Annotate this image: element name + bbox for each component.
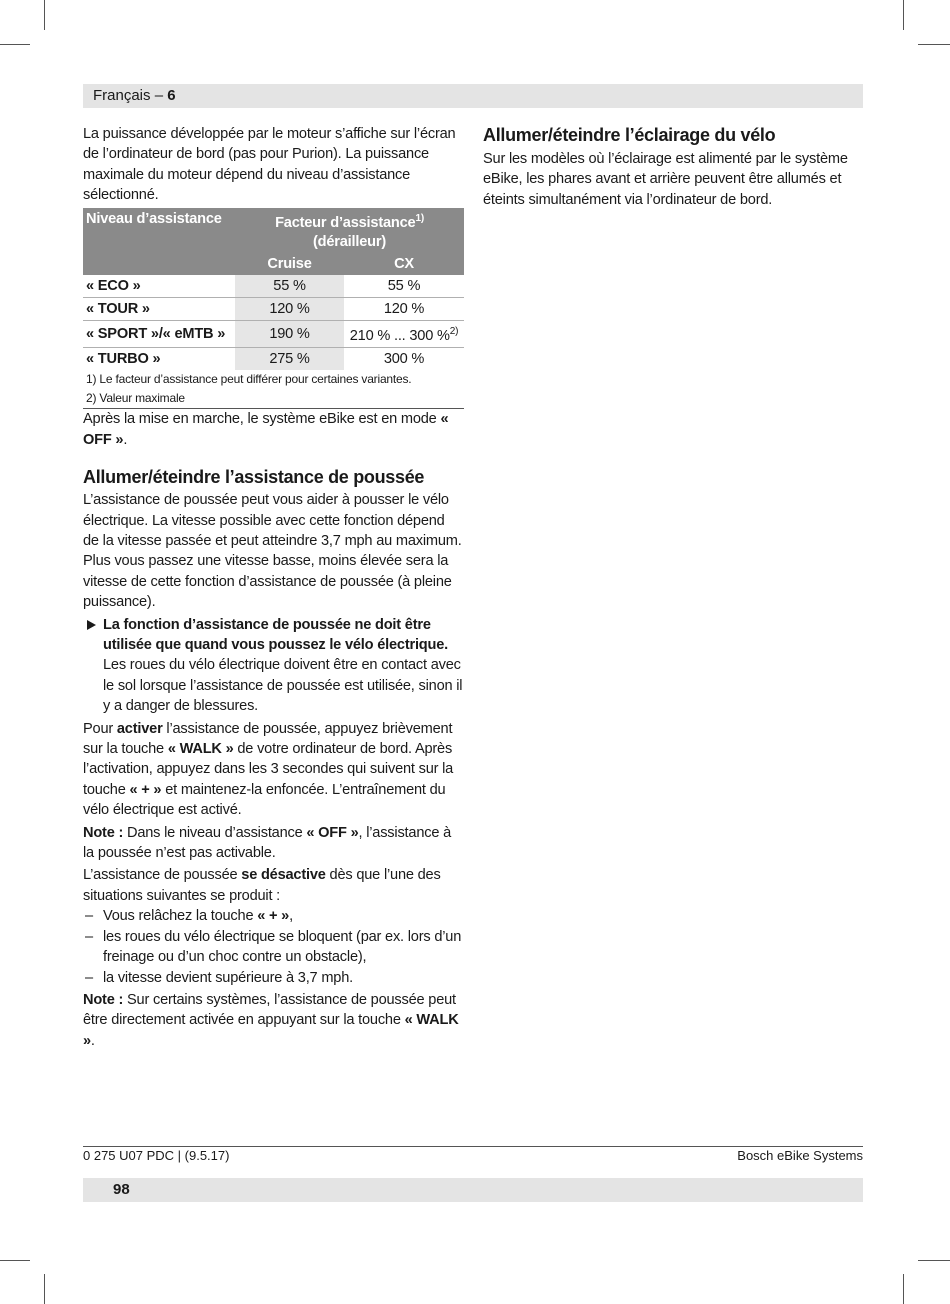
cell-cruise: 55 % — [235, 275, 344, 298]
dash-bullet: – — [85, 969, 93, 986]
note-1-bold: « OFF » — [306, 824, 359, 841]
note-1-label: Note : — [83, 824, 124, 841]
after-on-end: . — [123, 431, 128, 448]
dash-bullet: – — [85, 908, 93, 925]
act-pre: Pour — [83, 720, 117, 737]
cell-cx — [344, 348, 464, 371]
warning-bold: La fonction d’assistance de poussée ne doit être utilisée que quand vous poussez le vélo électrique. — [103, 616, 449, 653]
th-factor-sup: 1) — [415, 212, 424, 224]
table-footnotes — [83, 370, 464, 409]
th-cx: CX — [344, 253, 464, 275]
cell-cx-value: 120 % — [383, 301, 425, 318]
note-2-text: Sur certains systèmes, l’assistance de poussée peut être directement activée en appuyant sur la touche — [83, 991, 456, 1029]
deact-bold: se désactive — [241, 867, 326, 884]
note-2-end: . — [90, 1032, 95, 1049]
act-mid-1: l’assistance de poussée, appuyez brièvement sur la touche — [83, 720, 453, 758]
footer-page-bar — [83, 1178, 863, 1202]
crop-mark — [44, 1274, 45, 1304]
cell-level: « TOUR » — [83, 298, 235, 321]
cell-cx-value: 300 % — [383, 351, 425, 368]
activate-paragraph — [83, 719, 463, 821]
list-text: Vous relâchez la touche — [103, 908, 258, 925]
note-2-bold: « WALK » — [83, 1012, 459, 1049]
cell-level: « ECO » — [83, 275, 235, 298]
cell-cx-value: 210 % ... 300 % — [349, 328, 450, 345]
note-2 — [83, 990, 463, 1051]
cell-cx — [344, 321, 464, 348]
after-on-text: Après la mise en marche, le système eBike est en mode — [83, 411, 441, 428]
footnote: 2) Valeur maximale — [86, 391, 185, 406]
act-bold-3: « + » — [129, 781, 162, 798]
crop-mark — [918, 1260, 950, 1261]
cell-cx — [344, 298, 464, 321]
crop-mark — [903, 1274, 904, 1304]
dash-bullet: – — [85, 928, 93, 945]
warning-triangle-icon — [87, 620, 96, 630]
list-item — [83, 968, 463, 988]
push-paragraph: L’assistance de poussée peut vous aider à pousser le vélo électrique. La vitesse possible avec cette fonction dépend de la vitesse passée et peut atteindre 3,7 mph au maximum. Plus vous passez une vitesse basse, moins élevée sera la vitesse de cette fonction d’assistance de poussée (à pleine puissance). — [83, 492, 462, 611]
header-language: Français — [93, 87, 151, 104]
table-row — [83, 348, 464, 371]
note-2-label: Note : — [83, 991, 124, 1008]
header-separator: – — [150, 87, 168, 104]
intro-paragraph: La puissance développée par le moteur s’affiche sur l’écran de l’ordinateur de bord (pas pour Purion). La puissance maximale du moteur dépend du niveau d’assistance sélectionné. — [83, 126, 456, 204]
footer-brand: Bosch eBike Systems — [737, 1148, 863, 1163]
deactivate-paragraph — [83, 865, 463, 906]
th-cruise: Cruise — [235, 253, 344, 275]
th-level: Niveau d’assistance — [83, 208, 235, 254]
heading-push-assist: Allumer/éteindre l’assistance de poussée — [83, 467, 425, 488]
act-mid-2: de votre ordinateur de bord. Après l’activation, appuyez dans les 3 secondes qui suivent sur la touche — [83, 741, 454, 798]
cell-cruise: 120 % — [235, 298, 344, 321]
deact-pre: L’assistance de poussée — [83, 867, 242, 884]
list-bold: « + » — [257, 908, 290, 925]
table-row — [83, 275, 464, 298]
warning-rest: Les roues du vélo électrique doivent être en contact avec le sol lorsque l’assistance de poussée est utilisée, sinon il y a danger de blessures. — [103, 657, 463, 715]
cell-level: « TURBO » — [86, 351, 161, 368]
assistance-table — [83, 208, 464, 371]
header-page: 6 — [167, 87, 176, 104]
th-factor — [235, 208, 464, 254]
crop-mark — [0, 44, 30, 45]
right-column — [483, 124, 863, 210]
lighting-paragraph: Sur les modèles où l’éclairage est alimenté par le système eBike, les phares avant et arrière peuvent être allumés et éteints simultanément via l’ordinateur de bord. — [483, 151, 848, 208]
crop-mark — [918, 44, 950, 45]
heading-lighting: Allumer/éteindre l’éclairage du vélo — [483, 125, 776, 145]
note-1-pre: Dans le niveau d’assistance — [123, 824, 307, 841]
page-number: 98 — [113, 1181, 130, 1198]
left-column — [83, 124, 463, 1051]
crop-mark — [0, 1260, 30, 1261]
note-1 — [83, 823, 463, 864]
list-item — [83, 927, 463, 968]
list-end: , — [289, 908, 293, 925]
list-item — [83, 906, 463, 926]
th-factor-sub: (dérailleur) — [312, 234, 387, 251]
cell-cruise: 190 % — [235, 321, 344, 348]
page-header — [83, 84, 863, 108]
act-end: et maintenez-la enfoncée. L’entraînement du vélo électrique est activé. — [83, 781, 446, 819]
deact-end: dès que l’une des situations suivantes se produit : — [83, 867, 441, 904]
cell-cruise: 275 % — [235, 348, 344, 371]
act-bold-2: « WALK » — [167, 741, 234, 758]
list-text: les roues du vélo électrique se bloquent (par ex. lors d’un freinage ou d’un choc contre un obstacle), — [103, 928, 462, 966]
table-row — [83, 321, 464, 348]
th-empty — [83, 253, 235, 275]
note-1-end: , l’assistance à la poussée n’est pas activable. — [83, 824, 452, 862]
cell-cx — [344, 275, 464, 298]
list-text: la vitesse devient supérieure à 3,7 mph. — [103, 969, 353, 986]
footer-document-code: 0 275 U07 PDC | (9.5.17) — [83, 1148, 230, 1163]
act-bold-1: activer — [116, 720, 163, 737]
warning-paragraph — [83, 615, 463, 717]
cell-cx-value: 55 % — [387, 278, 421, 295]
footnote: 1) Le facteur d’assistance peut différer pour certaines variantes. — [86, 372, 412, 387]
th-factor-label: Facteur d’assistance — [275, 214, 416, 231]
after-on-paragraph — [83, 409, 463, 450]
cell-level: « SPORT »/« eMTB » — [83, 321, 235, 348]
cell-cx-sup: 2) — [449, 326, 459, 338]
crop-mark — [44, 0, 45, 30]
table-row — [83, 298, 464, 321]
after-on-bold: « OFF » — [83, 411, 449, 448]
footer-divider — [83, 1146, 863, 1147]
crop-mark — [903, 0, 904, 30]
